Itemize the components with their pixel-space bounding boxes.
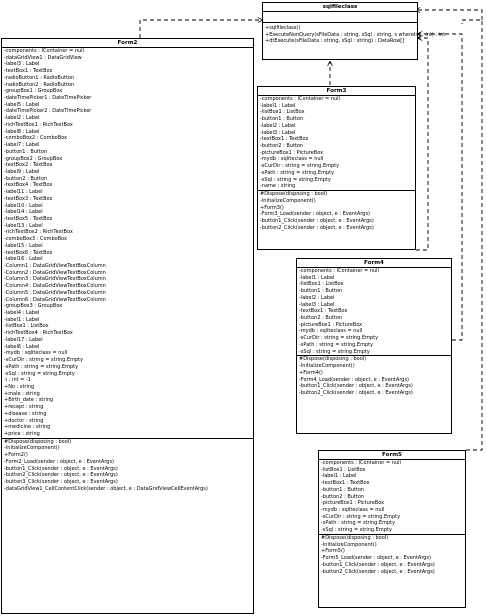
field: -label8 : Label xyxy=(4,128,40,135)
field: -sCurDir : string = string.Empty xyxy=(321,513,401,520)
form5-dependency-line xyxy=(462,20,482,450)
field: -sPath : string = string.Empty xyxy=(299,341,374,348)
method: -Form3_Load(sender : object, e : EventArgs) xyxy=(260,211,371,218)
field: -textBox5 : TextBox xyxy=(4,215,53,222)
fields-section xyxy=(2,48,253,439)
field: -button2 : Button xyxy=(4,175,48,182)
methods-section xyxy=(258,191,415,231)
field: -label13 : Label xyxy=(4,222,43,229)
field: -textBox2 : TextBox xyxy=(4,162,53,169)
method: +ExecuteNonQuery(sFileData : string, sSql : string, s whereInt : int) : int xyxy=(265,31,446,38)
methods-section xyxy=(297,356,451,396)
class-title: Form3 xyxy=(258,87,415,96)
form3-class-box xyxy=(257,86,416,250)
field: -sPath : string = string.Empty xyxy=(260,169,335,176)
method: -Form5_Load(sender : object, e : EventArgs) xyxy=(321,555,432,562)
method: -button2_Click(sender : object, e : EventArgs) xyxy=(321,568,435,575)
field: +medicine : string xyxy=(4,424,51,431)
field: -label1 : Label xyxy=(299,274,335,281)
field: -label3 : Label xyxy=(299,301,335,308)
field: -Column4 : DataGridViewTextBoxColumn xyxy=(4,283,106,290)
method: -button2_Click(sender : object, e : EventArgs) xyxy=(260,224,374,231)
field: -Column5 : DataGridViewTextBoxColumn xyxy=(4,289,106,296)
field: -listBox1 : ListBox xyxy=(4,323,49,330)
field: -label3 : Label xyxy=(4,61,40,68)
form2-dependency-line xyxy=(140,20,262,38)
fields-section xyxy=(258,96,415,191)
method: -button1_Click(sender : object, e : EventArgs) xyxy=(260,217,374,224)
field: -radioButton2 : RadioButton xyxy=(4,81,75,88)
field: -textBox1 : TextBox xyxy=(4,68,53,75)
field: -richTextBox1 : RichTextBox xyxy=(4,121,73,128)
method: -InitializeComponent() xyxy=(321,541,377,548)
field: -label14 : Label xyxy=(4,209,43,216)
method: -InitializeComponent() xyxy=(4,445,60,452)
field: -label2 : Label xyxy=(4,115,40,122)
field: -sSql : string = string.Empty xyxy=(299,348,370,355)
method: -Form4_Load(sender : object, e : EventArgs) xyxy=(299,376,410,383)
field: -label15 : Label xyxy=(4,242,43,249)
field: -pictureBox1 : PictureBox xyxy=(321,500,385,507)
form5-class-box xyxy=(318,450,466,608)
field: +No : string xyxy=(4,383,35,390)
field: -groupBox1 : GroupBox xyxy=(4,88,63,95)
field: -label2 : Label xyxy=(299,294,335,301)
field: -listBox1 : ListBox xyxy=(321,466,366,473)
field: -label1 : Label xyxy=(4,316,40,323)
field: -dateTimePicker1 : DateTimePicker xyxy=(4,95,92,102)
field: -listBox1 : ListBox xyxy=(260,109,305,116)
fields-section xyxy=(297,268,451,356)
field: -textBox1 : TextBox xyxy=(260,136,309,143)
class-title: Form5 xyxy=(319,451,465,460)
field: -button2 : Button xyxy=(321,493,365,500)
method: +Form2() xyxy=(4,452,28,459)
method: -button2_Click(sender : object, e : EventArgs) xyxy=(4,472,118,479)
field: -mydb : sqliteclass = null xyxy=(299,328,363,335)
method: -button1_Click(sender : object, e : EventArgs) xyxy=(4,465,118,472)
field: -sCurDir : string = string.Empty xyxy=(299,335,379,342)
field: -label1 : Label xyxy=(321,473,357,480)
field: -sCurDir : string = string.Empty xyxy=(4,357,84,364)
field: -sPath : string = string.Empty xyxy=(4,363,79,370)
field: -label16 : Label xyxy=(4,256,43,263)
field: -radioButton1 : RadioButton xyxy=(4,74,75,81)
field: -textBox4 : TextBox xyxy=(4,182,53,189)
field: -sPath : string = string.Empty xyxy=(321,520,396,527)
method: #Dispose(disposing : bool) xyxy=(4,438,72,445)
field: -listBox1 : ListBox xyxy=(299,281,344,288)
methods-section xyxy=(2,439,253,493)
field: +disease : string xyxy=(4,410,47,417)
field: -sCurDir : string = string.Empty xyxy=(260,163,340,170)
field: -label7 : Label xyxy=(4,142,40,149)
class-title: Form2 xyxy=(2,39,253,48)
methods-section xyxy=(319,535,465,575)
field: +Birth_date : string xyxy=(4,397,54,404)
method: -InitializeComponent() xyxy=(299,363,355,370)
field: -sSql : string = string.Empty xyxy=(321,527,392,534)
field: -textBox3 : TextBox xyxy=(4,195,53,202)
field: -components : IContainer = null xyxy=(299,268,379,274)
field: -button2 : Button xyxy=(260,143,304,150)
fields-section xyxy=(319,460,465,535)
field: -mydb : sqliteclass = null xyxy=(321,507,385,514)
class-title: sqlfileclass xyxy=(263,3,417,12)
field: -name : string xyxy=(260,183,296,190)
method: +Form5() xyxy=(321,548,345,555)
method: +Form4() xyxy=(299,369,323,376)
field: -components : IContainer = null xyxy=(321,460,401,466)
field: -label1 : Label xyxy=(260,102,296,109)
field: -label11 : Label xyxy=(4,189,43,196)
field: -Column1 : DataGridViewTextBoxColumn xyxy=(4,263,106,269)
method: +Form3() xyxy=(260,204,284,211)
field: -richTextBox2 : RichTextBox xyxy=(4,229,73,236)
field: -textBox1 : TextBox xyxy=(321,480,370,487)
field: +doctor : string xyxy=(4,417,44,424)
field: -label5 : Label xyxy=(4,101,40,108)
method: -button1_Click(sender : object, e : EventArgs) xyxy=(321,561,435,568)
field: -label6 : Label xyxy=(4,343,40,350)
field: -comboBox3 : ComboBox xyxy=(4,236,68,243)
methods-section xyxy=(263,23,446,45)
sqlite-class-box xyxy=(262,2,446,60)
fields-section xyxy=(263,12,417,23)
form3-right-dependency-line xyxy=(416,38,428,250)
field: -pictureBox1 : PictureBox xyxy=(260,149,324,156)
field: -mydb : sqliteclass = null xyxy=(260,156,324,163)
method: -button3_Click(sender : object, e : EventArgs) xyxy=(4,479,118,485)
field: -comboBox2 : ComboBox xyxy=(4,135,68,142)
field: -mydb : sqliteclass = null xyxy=(4,350,68,357)
field: -textBox1 : TextBox xyxy=(299,308,348,315)
method: +dtExecute(sFileData : string, sSql : string) : DataRow[] xyxy=(265,38,405,45)
method: -Form2_Load(sender : object, e : EventArgs) xyxy=(4,458,115,465)
form2-class-box xyxy=(1,38,254,614)
field: -groupBox3 : GroupBox xyxy=(4,303,63,310)
field: -groupBox2 : GroupBox xyxy=(4,155,63,162)
field: -components : IContainer = null xyxy=(260,96,340,102)
field: -textBox6 : TextBox xyxy=(4,249,53,256)
field: -i : int = -1 xyxy=(4,377,31,384)
field: -label2 : Label xyxy=(260,122,296,129)
method: -button1_Click(sender : object, e : EventArgs) xyxy=(299,383,413,390)
method: -InitializeComponent() xyxy=(260,197,316,204)
method: +sqlfileclass() xyxy=(265,25,301,31)
field: -label3 : Label xyxy=(260,129,296,136)
field: -dateTimePicker2 : DateTimePicker xyxy=(4,108,92,115)
field: -button1 : Button xyxy=(260,116,304,123)
field: -dataGridView1 : DataGridView xyxy=(4,54,82,61)
field: -button1 : Button xyxy=(299,288,343,295)
field: -richTextBox4 : RichTextBox xyxy=(4,330,73,337)
field: -sSql : string = string.Empty xyxy=(4,370,75,377)
field: -label17 : Label xyxy=(4,336,43,343)
field: -Column2 : DataGridViewTextBoxColumn xyxy=(4,269,106,276)
class-title: Form4 xyxy=(297,259,451,268)
field: -pictureBox1 : PictureBox xyxy=(299,321,363,328)
field: -button1 : Button xyxy=(4,148,48,155)
method: #Dispose(disposing : bool) xyxy=(321,534,389,541)
method: -button2_Click(sender : object, e : EventArgs) xyxy=(299,389,413,396)
method: -dataGridView1_CellContentClick(sender : object, e : DataGridViewCellEventArgs) xyxy=(4,485,208,492)
field: -button2 : Button xyxy=(299,315,343,322)
field: -label9 : Label xyxy=(4,168,40,175)
field: -label10 : Label xyxy=(4,202,43,209)
field: -sSql : string = string.Empty xyxy=(260,176,331,183)
form4-class-box xyxy=(296,258,452,434)
field: +recept : string xyxy=(4,404,44,411)
field: -button1 : Button xyxy=(321,486,365,493)
field: -label4 : Label xyxy=(4,310,40,317)
field: -components : IContainer = null xyxy=(4,48,84,54)
field: +price : string xyxy=(4,430,40,437)
method: #Dispose(disposing : bool) xyxy=(260,191,328,198)
field: +male : string xyxy=(4,390,40,397)
field: -Column6 : DataGridViewTextBoxColumn xyxy=(4,296,106,303)
method: #Dispose(disposing : bool) xyxy=(299,356,367,363)
field: -Column3 : DataGridViewTextBoxColumn xyxy=(4,276,106,283)
